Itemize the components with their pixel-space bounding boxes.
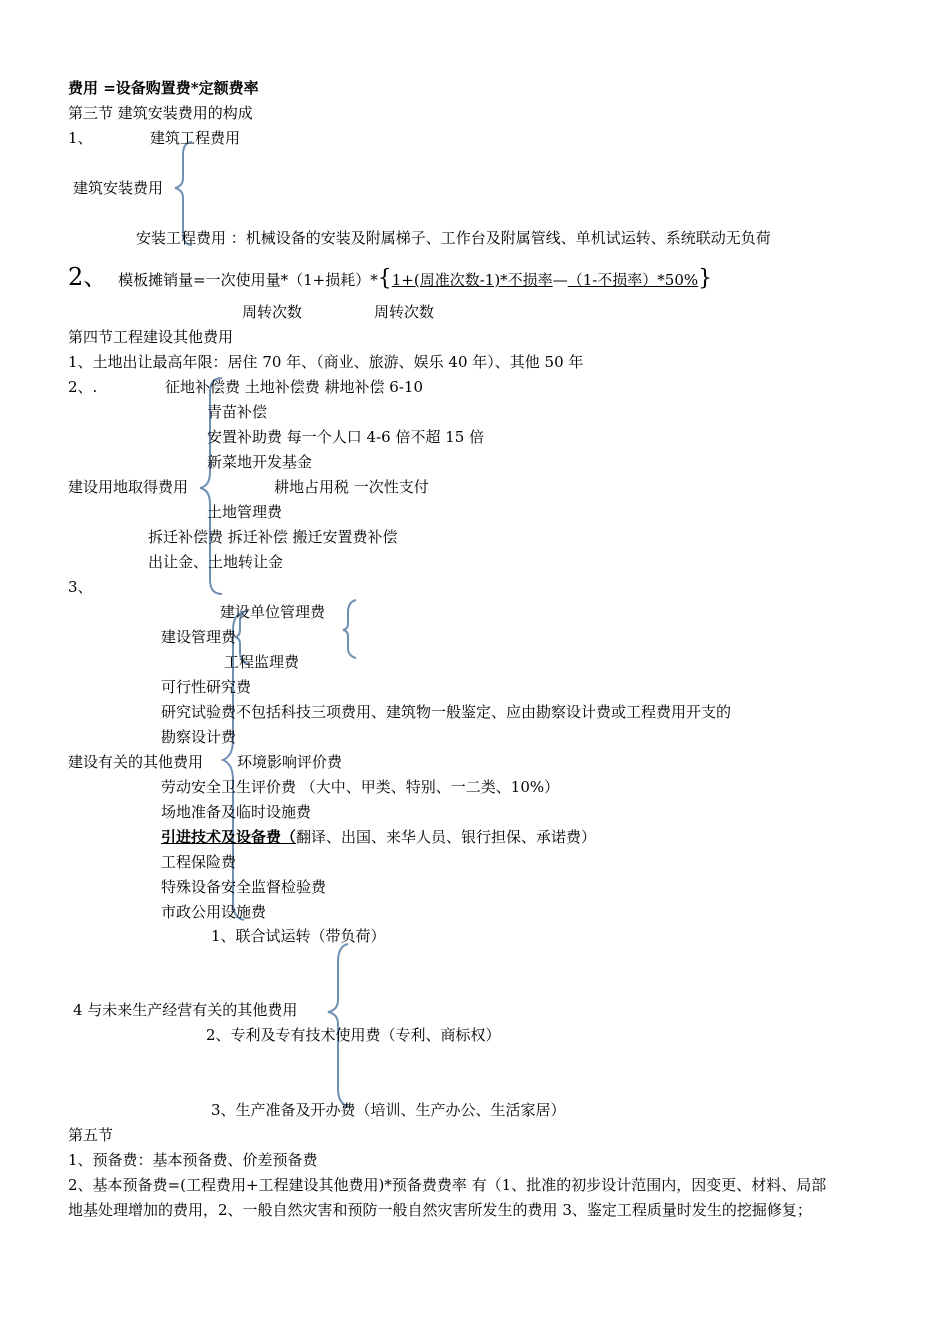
crop-compensation: 青苗补偿: [207, 403, 268, 421]
item-number-1: 1、: [68, 129, 93, 147]
other-fees-label: 建设有关的其他费用: [68, 753, 204, 771]
patent-fee: 2、专利及专有技术使用费（专利、商标权）: [206, 1026, 501, 1044]
supervision-fee: 工程监理费: [224, 653, 300, 671]
demolition-compensation: 拆迁补偿费 拆迁补偿 搬迁安置费补偿: [148, 528, 398, 546]
installation-works-fee: 安装工程费用 ：机械设备的安装及附属梯子、工作台及附属管线、单机试运转、系统联动无负荷: [136, 229, 771, 247]
section3-title: 第三节 建筑安装费用的构成: [68, 104, 253, 122]
survey-design-fee: 勘察设计费: [161, 728, 237, 746]
item-number-3: 3、: [68, 578, 93, 596]
environmental-assessment-fee: 环境影响评价费: [237, 753, 343, 771]
unit-management-fee: 建设单位管理费: [220, 603, 326, 621]
construction-install-fee-label: 建筑安装费用: [73, 179, 164, 197]
site-preparation-fee: 场地准备及临时设施费: [161, 803, 312, 821]
land-acquisition-fee-label: 建设用地取得费用: [68, 478, 189, 496]
joint-trial-run: 1、联合试运转（带负荷）: [211, 927, 386, 945]
research-test-fee: 研究试验费不包括科技三项费用、建筑物一般鉴定、应由勘察设计费或工程费用开支的: [161, 703, 732, 721]
basic-contingency-line: 2、基本预备费=(工程费用+工程建设其他费用)*预备费费率 有（1、批准的初步设计范围内，因变更、材料、局部: [68, 1176, 827, 1194]
construction-management-fee: 建设管理费: [161, 628, 237, 646]
section5-title: 第五节: [68, 1126, 114, 1144]
labor-safety-assessment-fee: 劳动安全卫生评价费 （大中、甲类、特别、一二类、10%）: [161, 778, 560, 796]
section4-title: 第四节工程建设其他费用: [68, 328, 234, 346]
land-transfer-fee: 出让金、土地转让金: [148, 553, 284, 571]
formula-part-c: （1-不损率）*50%: [567, 271, 699, 289]
formula-dash: —: [552, 271, 568, 289]
item-number-2b: 2、.: [68, 378, 98, 396]
imported-technology-fee: [161, 827, 596, 847]
land-term-line: 1、土地出让最高年限：居住 70 年、（商业、旅游、娱乐 40 年）、其他 50 年: [68, 353, 584, 371]
formula-template-amortization: [68, 264, 712, 293]
formula-part-b: 1+(周准次数-1)*不损率: [391, 271, 553, 289]
formula-part-a: 模板摊销量=一次使用量*（1+损耗）*: [118, 271, 378, 289]
formula-brace-open: {: [377, 266, 392, 291]
denominator-2: 周转次数: [374, 303, 435, 321]
resettlement-subsidy: 安置补助费 每一个人口 4-6 倍不超 15 倍: [207, 428, 485, 446]
land-compensation: 征地补偿费 土地补偿费 耕地补偿 6-10: [165, 378, 424, 396]
imported-technology-detail: 翻译、出国、来华人员、银行担保、承诺费）: [296, 828, 597, 846]
vegetable-land-fund: 新菜地开发基金: [207, 453, 313, 471]
insurance-fee: 工程保险费: [161, 853, 237, 871]
special-equipment-inspection-fee: 特殊设备安全监督检验费: [161, 878, 327, 896]
contingency-fee-line: 1、预备费：基本预备费、价差预备费: [68, 1151, 318, 1169]
farmland-occupation-tax: 耕地占用税 一次性支付: [274, 478, 429, 496]
future-production-fees-label: 4 与未来生产经营有关的其他费用: [73, 1001, 298, 1019]
denominator-1: 周转次数: [242, 303, 303, 321]
preparation-startup-fee: 3、生产准备及开办费（培训、生产办公、生活家居）: [211, 1101, 566, 1119]
imported-technology-title: 引进技术及设备费（: [161, 828, 297, 846]
civil-works-fee: 建筑工程费用: [150, 129, 241, 147]
item-number-2: 2、: [68, 263, 108, 291]
formula-equipment-fee: 费用 =设备购置费*定额费率: [68, 79, 259, 97]
formula-brace-close: }: [698, 266, 713, 291]
municipal-facilities-fee: 市政公用设施费: [161, 903, 267, 921]
basic-contingency-line-2: 地基处理增加的费用，2、一般自然灾害和预防一般自然灾害所发生的费用 3、鉴定工程质量时发生的挖掘修复；: [68, 1201, 812, 1219]
feasibility-study-fee: 可行性研究费: [161, 678, 252, 696]
brace-mgmt-sub: [343, 600, 356, 658]
land-management-fee: 土地管理费: [207, 503, 283, 521]
